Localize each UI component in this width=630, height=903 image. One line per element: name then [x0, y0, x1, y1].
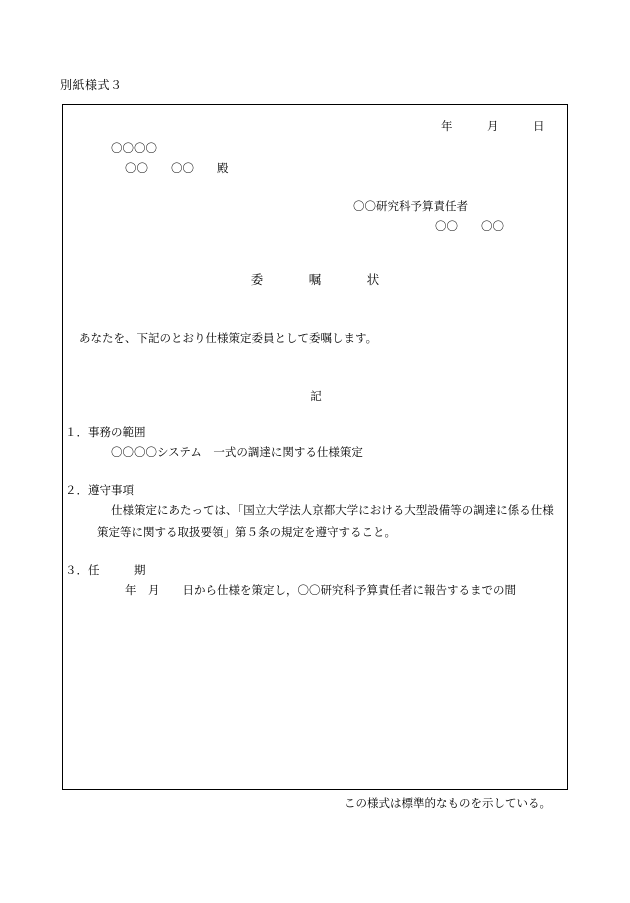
- issuer-title: 〇〇研究科予算責任者: [353, 201, 468, 213]
- form-label: 別紙様式３: [60, 78, 123, 92]
- item-1-line-1: 〇〇〇〇システム 一式の調達に関する仕様策定: [111, 447, 363, 459]
- date-line: 年 月 日: [441, 121, 545, 133]
- item-2-line-1: 仕様策定にあたっては、「国立大学法人京都大学における大型設備等の調達に係る仕様: [111, 505, 554, 517]
- item-3-heading: ３．任 期: [65, 565, 146, 577]
- body-paragraph: あなたを、下記のとおり仕様策定委員として委嘱します。: [79, 333, 378, 345]
- item-3-line-1: 年 月 日から仕様を策定し，〇〇研究科予算責任者に報告するまでの間: [125, 585, 516, 597]
- item-2-heading: ２．遵守事項: [65, 485, 134, 497]
- addressee-organization: 〇〇〇〇: [111, 143, 157, 155]
- footnote: この様式は標準的なものを示している。: [344, 798, 551, 810]
- ki-mark: 記: [310, 391, 322, 403]
- item-2-line-2: 策定等に関する取扱要領」第５条の規定を遵守すること。: [97, 527, 396, 539]
- document-frame: [62, 104, 568, 790]
- item-1-heading: １．事務の範囲: [65, 427, 146, 439]
- document-content: [63, 105, 567, 789]
- issuer-name: 〇〇 〇〇: [435, 221, 504, 233]
- addressee-name: 〇〇 〇〇 殿: [125, 163, 229, 175]
- document-title: 委 嘱 状: [250, 273, 382, 287]
